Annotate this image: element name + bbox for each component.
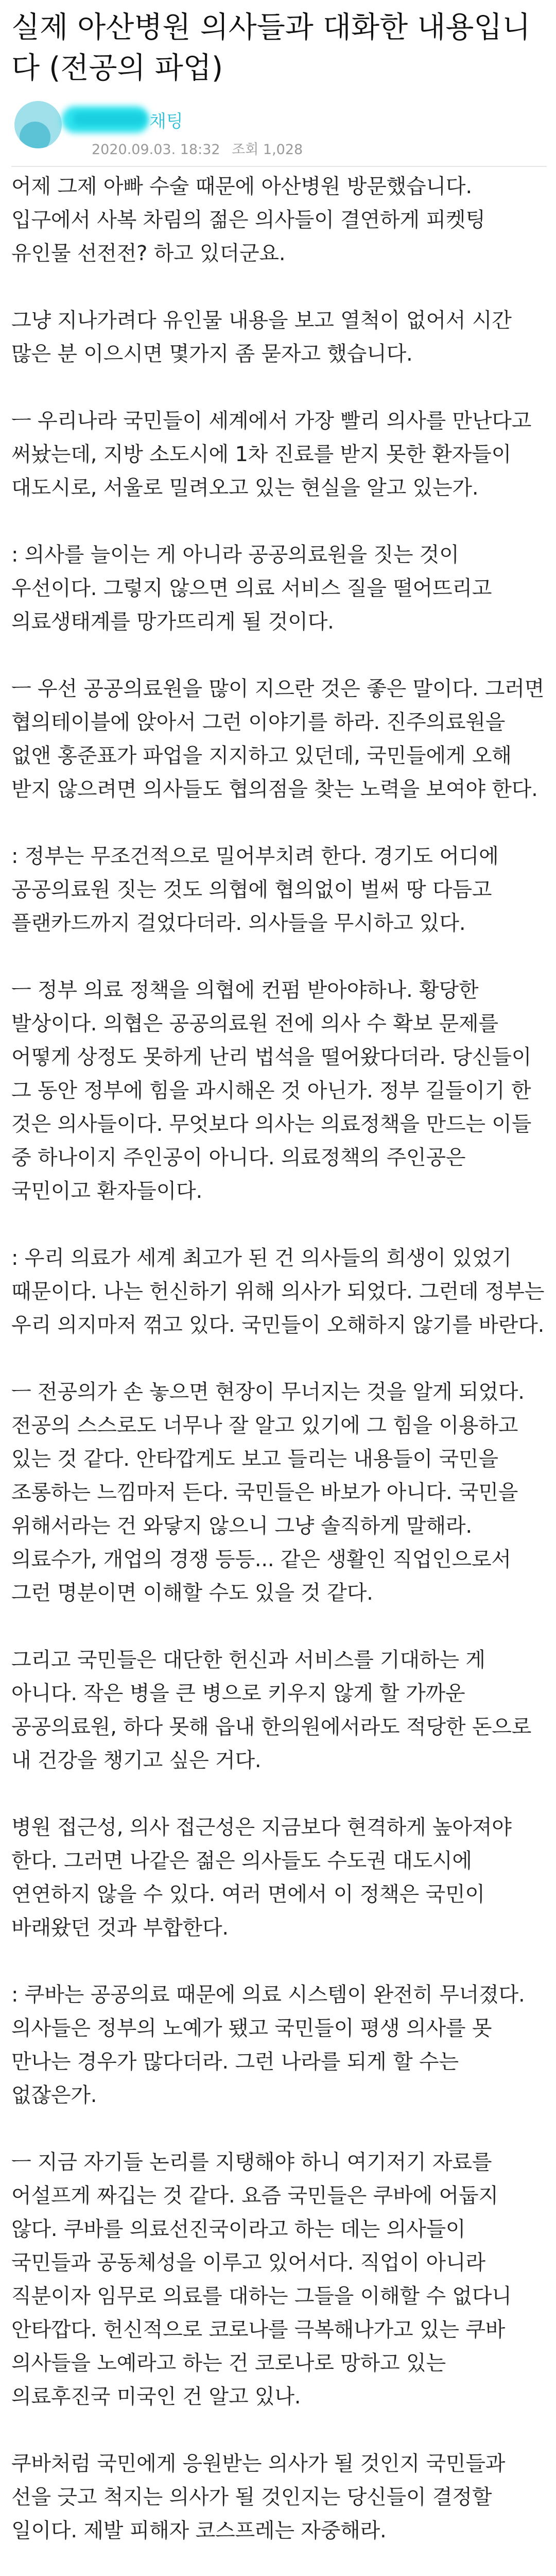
paragraph: : 쿠바는 공공의료 때문에 의료 시스템이 완전히 무너졌다. 의사들은 정부의 노예가 됐고 국민들이 평생 의사를 못 만나는 경우가 많다더라. 그런 나라를 되게 할 수는 없잖은가. — [11, 1983, 525, 2107]
paragraph: : 정부는 무조건적으로 밀어부치려 한다. 경기도 어디에 공공의료원 짓는 것도 의협에 협의없이 벌써 땅 다듬고 플랜카드까지 걸었다더라. 의사들을 무시하고 있다. — [11, 844, 499, 935]
paragraph: 그리고 국민들은 대단한 헌신과 서비스를 기대하는 게 아니다. 작은 병을 큰 병으로 키우지 않게 할 가까운 공공의료원, 하다 못해 읍내 한의원에서라도 적당한 돈으로 내 건강을 챙기고 싶은 거다. — [11, 1648, 532, 1772]
view-count: 조회 1,028 — [232, 142, 303, 158]
paragraph: 쿠바처럼 국민에게 응원받는 의사가 될 것인지 국민들과 선을 긋고 척지는 의사가 될 것인지는 당신들이 결정할 일이다. 제발 피해자 코스프레는 자중해라. — [11, 2452, 506, 2543]
paragraph: : 의사를 늘이는 게 아니라 공공의료원을 짓는 것이 우선이다. 그렇지 않으면 의료 서비스 질을 떨어뜨리고 의료생태계를 망가뜨리게 될 것이다. — [11, 543, 492, 634]
paragraph: : 우리 의료가 세계 최고가 된 건 의사들의 희생이 있었기 때문이다. 나는 헌신하기 위해 의사가 되었다. 그런데 정부는 우리 의지마저 꺾고 있다. 국민들이 오해하지 않기를 바란다. — [11, 1246, 545, 1337]
paragraph: 병원 접근성, 의사 접근성은 지금보다 현격하게 높아져야 한다. 그러면 나같은 젊은 의사들도 수도권 대도시에 연연하지 않을 수 있다. 여러 면에서 이 정책은 국민이 바래왔던 것과 부합한다. — [11, 1816, 512, 1940]
post-body — [11, 170, 547, 2576]
post-title: 실제 아산병원 의사들과 대화한 내용입니다 (전공의 파업) — [11, 10, 531, 85]
author-row — [11, 94, 547, 156]
post-meta — [92, 138, 310, 158]
author-nickname-suffix[interactable]: 채팅 — [149, 111, 183, 132]
avatar[interactable] — [14, 101, 62, 148]
paragraph: ㅡ 지금 자기들 논리를 지탱해야 하니 여기저기 자료를 어설프게 짜깁는 것 같다. 요즘 국민들은 쿠바에 어둡지 않다. 쿠바를 의료선진국이라고 하는 데는 의사들이 국민들과 공동체성을 이루고 있어서다. 직업이 아니라 직분이자 임무로 의료를 대하는 그들을 이해할 수 없다니 안타깝다. 헌신적으로 코로나를 극복해나가고 있는 쿠바 의사들을 노예라고 하는 건 코로나로 망하고 있는 의료후진국 미국인 건 알고 있나. — [11, 2150, 512, 2409]
paragraph: ㅡ 우리나라 국민들이 세계에서 가장 빨리 의사를 만난다고 써놨는데, 지방 소도시에 1차 진료를 받지 못한 환자들이 대도시로, 서울로 밀려오고 있는 현실을 알고 있는가. — [11, 409, 532, 500]
paragraph: ㅡ 우선 공공의료원을 많이 지으란 것은 좋은 말이다. 그러면 협의테이블에 앉아서 그런 이야기를 하라. 진주의료원을 없앤 홍준표가 파업을 지지하고 있던데, 국민들에게 오해 받지 않으려면 의사들도 협의점을 찾는 노력을 보여야 한다. — [11, 677, 545, 801]
paragraph: ㅡ 정부 의료 정책을 의협에 컨펌 받아야하나. 황당한 발상이다. 의협은 공공의료원 전에 의사 수 확보 문제를 어떻게 상정도 못하게 난리 법석을 떨어왔다더라. 당신들이 그 동안 정부에 힘을 과시해온 것 아닌가. 정부 길들이기 한 것은 의사들이다. 무엇보다 의사는 의료정책을 만드는 이들 중 하나이지 주인공이 아니다. 의료정책의 주인공은 국민이고 환자들이다. — [11, 978, 532, 1203]
paragraph: 어제 그제 아빠 수술 때문에 아산병원 방문했습니다. 입구에서 사복 차림의 젊은 의사들이 결연하게 피켓팅 유인물 선전전? 하고 있더군요. — [11, 175, 485, 265]
post-date: 2020.09.03. 18:32 — [92, 142, 220, 158]
paragraph: ㅡ 전공의가 손 놓으면 현장이 무너지는 것을 알게 되었다. 전공의 스스로도 너무나 잘 알고 있기에 그 힘을 이용하고 있는 것 같다. 안타깝게도 보고 들리는 내용들이 국민을 조롱하는 느낌마저 든다. 국민들은 바보가 아니다. 국민을 위해서라는 건 와닿지 않으니 그냥 솔직하게 말해라. 의료수가, 개업의 경쟁 등등... 같은 생활인 직업인으로서 그런 명분이면 이해할 수도 있을 것 같다. — [11, 1380, 525, 1605]
paragraph: 그냥 지나가려다 유인물 내용을 보고 열척이 없어서 시간 많은 분 이으시면 몇가지 좀 묻자고 했습니다. — [11, 309, 512, 366]
header-divider — [11, 166, 547, 167]
